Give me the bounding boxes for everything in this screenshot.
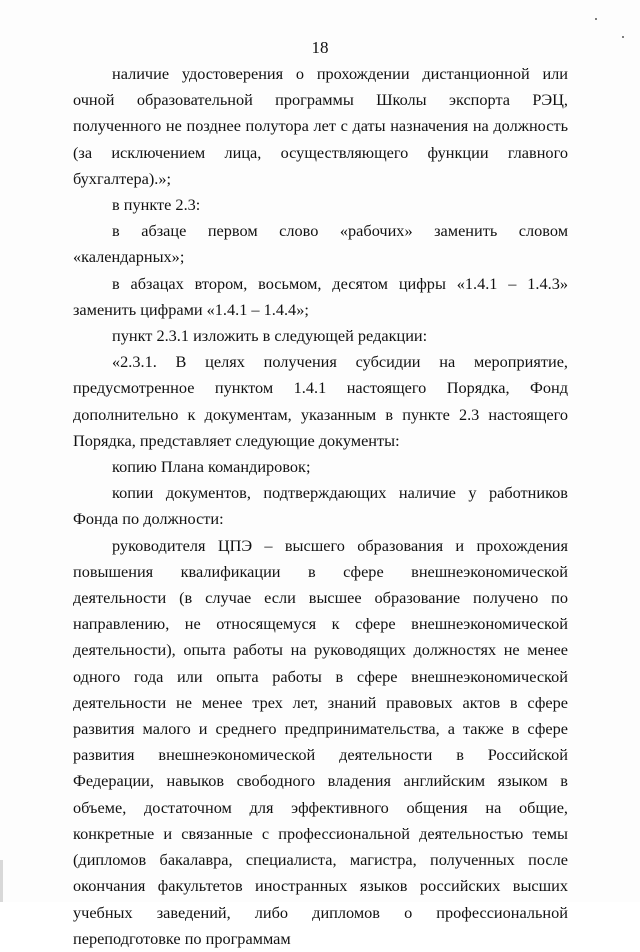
document-body — [73, 61, 568, 952]
scan-speck — [622, 36, 624, 38]
paragraph-clause-2-3: в пункте 2.3: — [112, 195, 201, 215]
paragraph-document-copies: копии документов, подтверждающих наличие у работников Фонда по должности: — [73, 483, 568, 529]
scan-speck — [595, 18, 597, 20]
paragraph-clause-2-3-1-intro: пункт 2.3.1 изложить в следующей редакции: — [112, 326, 428, 346]
paragraph-digits-replace: в абзацах втором, восьмом, десятом цифры «1.4.1 – 1.4.3» заменить цифрами «1.4.1 – 1.4.4»; — [73, 273, 568, 319]
paragraph-first-subclause: в абзаце первом слово «рабочих» заменить словом «календарных»; — [73, 221, 568, 267]
paragraph-cpe-director: руководителя ЦПЭ – высшего образования и прохождения повышения квалификации в сфере внешнеэкономической деятельности (в случае если высшее образование получено по направлению, не относящемуся к сфере внешнеэкономической деятельности), опыта работы на руководящих должностях не менее одного года или опыта работы в сфере внешнеэкономической деятельности не менее трех лет, знаний правовых актов в сфере развития малого и среднего предпринимательства, а также в сфере развития внешнеэкономической деятельности в Российской Федерации, навыков свободного владения английским языком в объеме, достаточном для эффективного общения на общие, конкретные и связанные с профессиональной деятельностью темы (дипломов бакалавра, специалиста, магистра, полученных после окончания факультетов иностранных языков российских высших учебных заведений, либо дипломов о профессиональной переподготовке по программам — [73, 535, 568, 948]
scan-edge — [0, 860, 3, 902]
paragraph-travel-plan: копию Плана командировок; — [112, 457, 311, 477]
paragraph-education-certificate: наличие удостоверения о прохождении дистанционной или очной образовательной программы Школы экспорта РЭЦ, полученного не позднее полутора лет с даты назначения на должность (за исключением лица, осуществляющего функции главного бухгалтера).»; — [73, 64, 568, 188]
paragraph-clause-2-3-1: «2.3.1. В целях получения субсидии на мероприятие, предусмотренное пунктом 1.4.1 настоящего Порядка, Фонд дополнительно к документам, указанным в пункте 2.3 настоящего Порядка, представляет следующие документы: — [73, 352, 568, 450]
page-number: 18 — [311, 38, 329, 57]
